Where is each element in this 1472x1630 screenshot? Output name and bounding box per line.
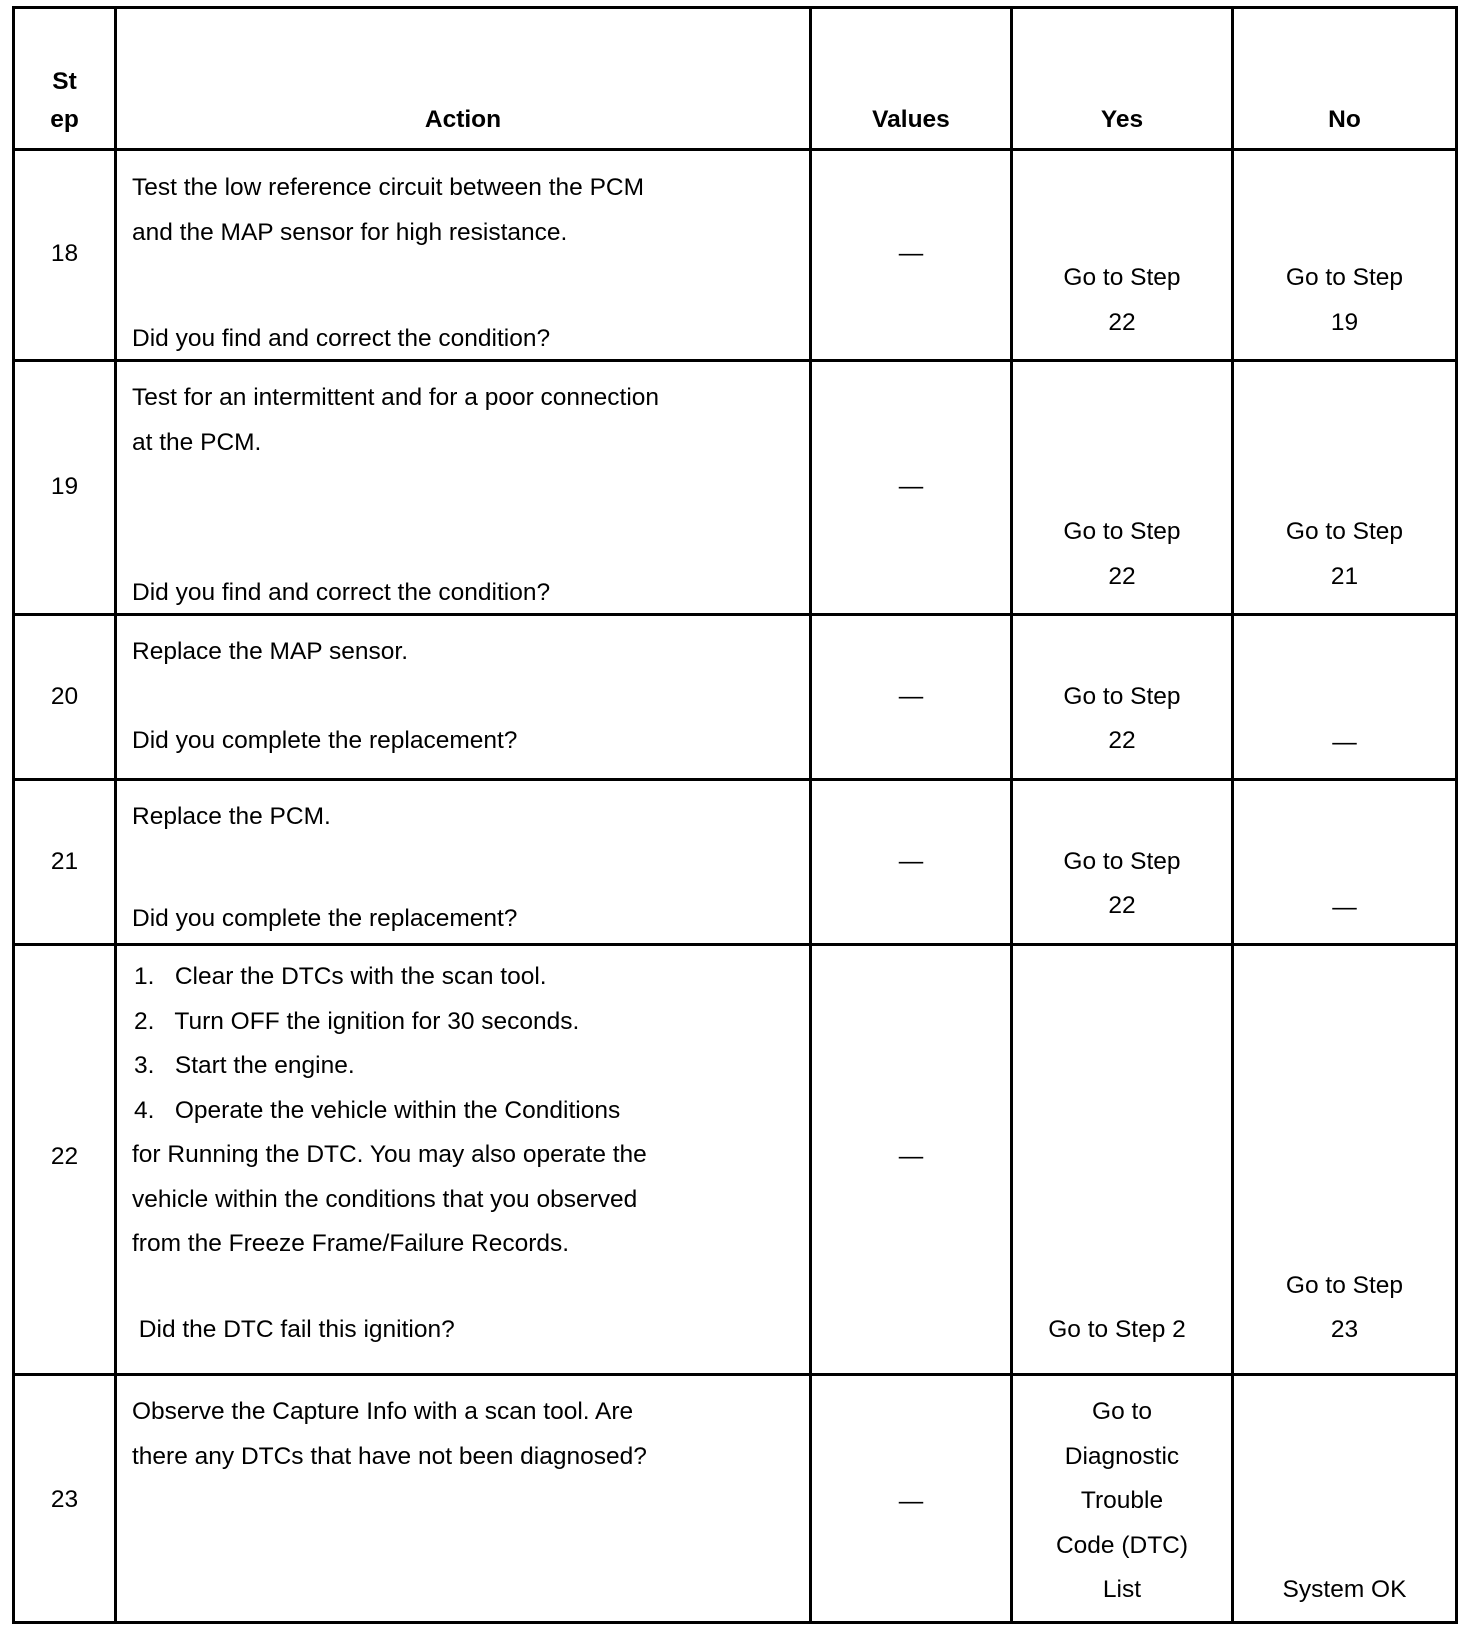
value-dash: — xyxy=(898,848,924,875)
yes-link: Go to Step xyxy=(1063,264,1181,291)
value-dash: — xyxy=(898,1143,924,1170)
action-text: Replace the MAP sensor. xyxy=(132,638,409,665)
action-question: Did you complete the replacement? xyxy=(132,727,518,754)
action-text: at the PCM. xyxy=(132,429,262,456)
row-divider xyxy=(12,778,1458,781)
table-border-top xyxy=(12,6,1458,9)
step-number: 22 xyxy=(50,1143,79,1170)
value-dash: — xyxy=(898,683,924,710)
action-text: from the Freeze Frame/Failure Records. xyxy=(132,1230,570,1257)
action-step-item: 3. Start the engine. xyxy=(134,1052,355,1079)
header-no: No xyxy=(1328,106,1361,133)
table-border-bottom xyxy=(12,1621,1458,1624)
step-number: 21 xyxy=(50,848,79,875)
action-text: Observe the Capture Info with a scan tool. Are xyxy=(132,1398,634,1425)
step-number: 19 xyxy=(50,473,79,500)
row-divider xyxy=(12,148,1458,151)
header-step-line1: St xyxy=(52,68,77,95)
action-step-item: 2. Turn OFF the ignition for 30 seconds. xyxy=(134,1008,580,1035)
step-number: 18 xyxy=(50,240,79,267)
action-question: Did you complete the replacement? xyxy=(132,905,518,932)
no-link: 23 xyxy=(1330,1316,1359,1343)
no-result: System OK xyxy=(1282,1576,1407,1603)
step-number: 20 xyxy=(50,683,79,710)
yes-link: 22 xyxy=(1108,892,1136,919)
row-divider xyxy=(12,943,1458,946)
step-number: 23 xyxy=(50,1486,79,1513)
header-values: Values xyxy=(872,106,950,133)
header-action: Action xyxy=(424,106,502,133)
no-link: Go to Step xyxy=(1285,518,1404,545)
no-link: 19 xyxy=(1330,309,1359,336)
yes-link: Code (DTC) xyxy=(1055,1532,1189,1559)
action-text: there any DTCs that have not been diagnosed? xyxy=(132,1443,647,1470)
yes-link: Go to Step xyxy=(1063,518,1181,545)
value-dash: — xyxy=(898,1488,924,1515)
yes-link: 22 xyxy=(1108,563,1136,590)
action-text: Test the low reference circuit between the PCM xyxy=(132,174,645,201)
no-link: Go to Step xyxy=(1285,1272,1404,1299)
action-text: Replace the PCM. xyxy=(132,803,331,830)
header-yes: Yes xyxy=(1100,106,1144,133)
yes-link: Go to xyxy=(1092,1398,1152,1425)
action-text: vehicle within the conditions that you observed xyxy=(132,1186,638,1213)
value-dash: — xyxy=(898,240,924,267)
yes-link: 22 xyxy=(1108,727,1136,754)
yes-link: Diagnostic xyxy=(1064,1443,1180,1470)
action-step-item: 4. Operate the vehicle within the Conditions xyxy=(134,1097,621,1124)
value-dash: — xyxy=(898,473,924,500)
no-dash: — xyxy=(1332,729,1357,756)
action-question: Did the DTC fail this ignition? xyxy=(132,1316,455,1343)
no-link: 21 xyxy=(1330,563,1359,590)
column-divider xyxy=(1231,6,1234,1624)
yes-link: Go to Step xyxy=(1063,848,1181,875)
action-text: for Running the DTC. You may also operate the xyxy=(132,1141,647,1168)
yes-link: 22 xyxy=(1108,309,1136,336)
action-text: and the MAP sensor for high resistance. xyxy=(132,219,568,246)
action-step-item: 1. Clear the DTCs with the scan tool. xyxy=(134,963,547,990)
action-question: Did you find and correct the condition? xyxy=(132,325,551,352)
no-dash: — xyxy=(1332,894,1357,921)
column-divider xyxy=(1010,6,1013,1624)
yes-link: Go to Step xyxy=(1063,683,1181,710)
yes-link: Go to Step 2 xyxy=(1048,1316,1186,1343)
yes-link: Trouble xyxy=(1080,1487,1164,1514)
action-question: Did you find and correct the condition? xyxy=(132,579,551,606)
row-divider xyxy=(12,1373,1458,1376)
action-text: Test for an intermittent and for a poor connection xyxy=(132,384,660,411)
column-divider xyxy=(114,6,117,1624)
yes-link: List xyxy=(1102,1576,1142,1603)
header-step-line2: ep xyxy=(50,106,79,133)
no-link: Go to Step xyxy=(1285,264,1404,291)
table-border-right xyxy=(1455,6,1458,1624)
